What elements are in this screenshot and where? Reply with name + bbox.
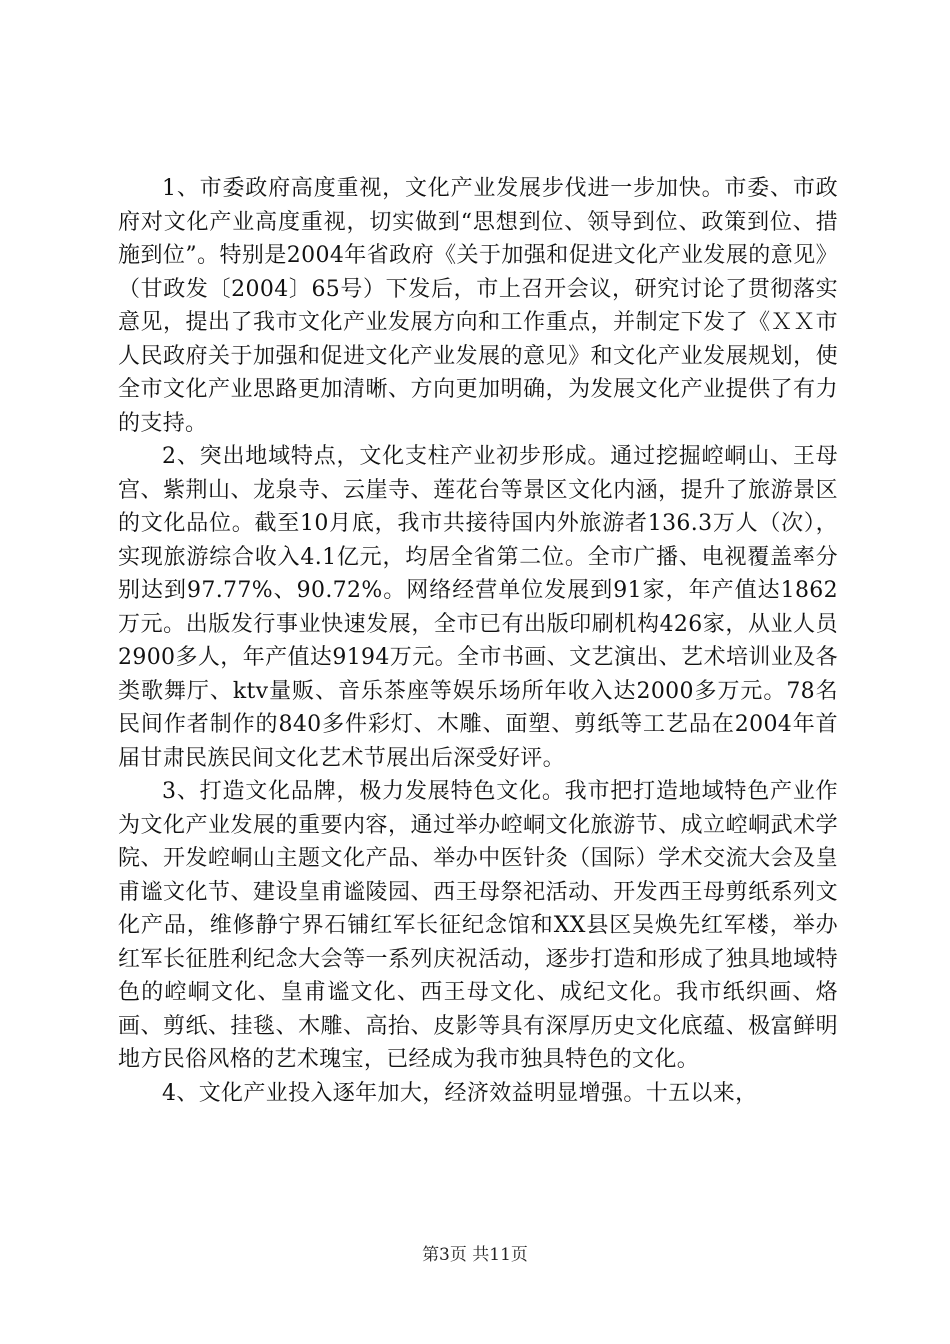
document-body <box>118 172 838 1110</box>
paragraph-2: 2、突出地域特点，文化支柱产业初步形成。通过挖掘崆峒山、王母宫、紫荆山、龙泉寺、云崖寺、莲花台等景区文化内涵，提升了旅游景区的文化品位。截至10月底，我市共接待国内外旅游者136.3万人（次），实现旅游综合收入4.1亿元，均居全省第二位。全市广播、电视覆盖率分别达到97.77%、90.72%。网络经营单位发展到91家，年产值达1862万元。出版发行事业快速发展，全市已有出版印刷机构426家，从业人员2900多人，年产值达9194万元。全市书画、文艺演出、艺术培训业及各类歌舞厅、ktv量贩、音乐茶座等娱乐场所年收入达2000多万元。78名民间作者制作的840多件彩灯、木雕、面塑、剪纸等工艺品在2004年首届甘肃民族民间文化艺术节展出后深受好评。 <box>118 444 838 771</box>
paragraph-1: 1、市委政府高度重视，文化产业发展步伐进一步加快。市委、市政府对文化产业高度重视，切实做到“思想到位、领导到位、政策到位、措施到位”。特别是2004年省政府《关于加强和促进文化产业发展的意见》（甘政发〔2004〕65号）下发后，市上召开会议，研究讨论了贯彻落实意见，提出了我市文化产业发展方向和工作重点，并制定下发了《ＸＸ市人民政府关于加强和促进文化产业发展的意见》和文化产业发展规划，使全市文化产业思路更加清晰、方向更加明确，为发展文化产业提供了有力的支持。 <box>118 176 838 436</box>
page-footer: 第3页 共11页 <box>422 1245 528 1265</box>
paragraph-4: 4、文化产业投入逐年加大，经济效益明显增强。十五以来， <box>162 1080 758 1106</box>
paragraph-3: 3、打造文化品牌，极力发展特色文化。我市把打造地域特色产业作为文化产业发展的重要内容，通过举办崆峒文化旅游节、成立崆峒武术学院、开发崆峒山主题文化产品、举办中医针灸（国际）学术交流大会及皇甫谧文化节、建设皇甫谧陵园、西王母祭祀活动、开发西王母剪纸系列文化产品，维修静宁界石铺红军长征纪念馆和XX县区吴焕先红军楼，举办红军长征胜利纪念大会等一系列庆祝活动，逐步打造和形成了独具地域特色的崆峒文化、皇甫谧文化、西王母文化、成纪文化。我市纸织画、烙画、剪纸、挂毯、木雕、高抬、皮影等具有深厚历史文化底蕴、极富鲜明地方民俗风格的艺术瑰宝，已经成为我市独具特色的文化。 <box>118 779 838 1072</box>
